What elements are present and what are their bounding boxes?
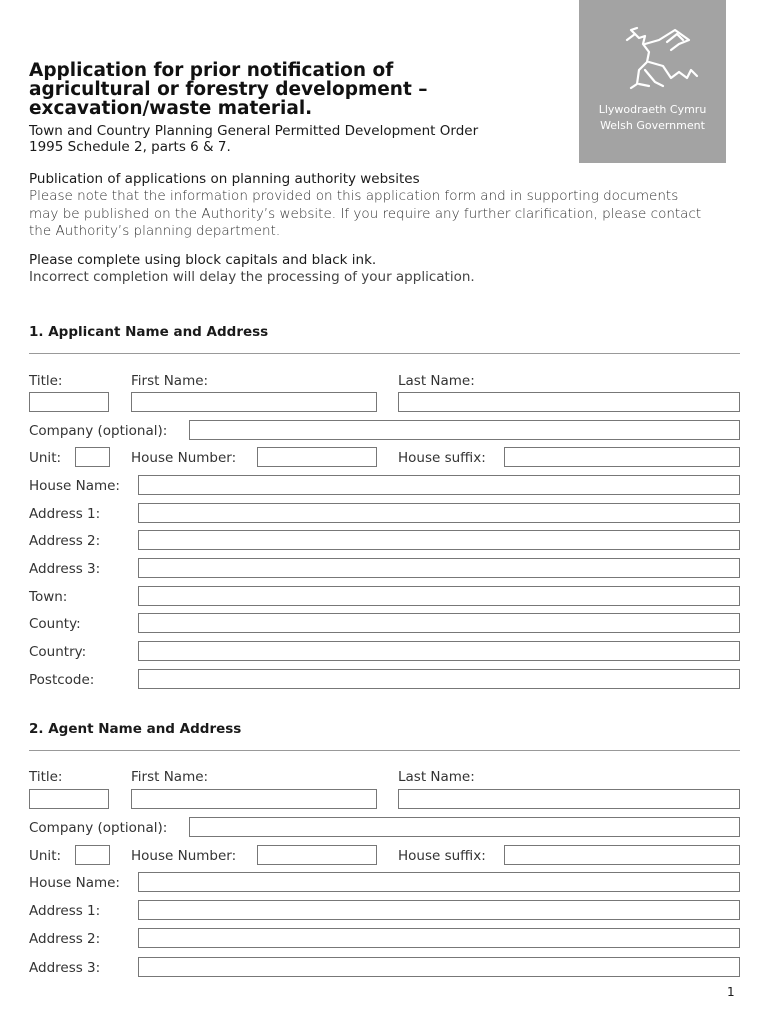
s2-title-label: Title: xyxy=(29,769,63,785)
s2-house-number-label: House Number: xyxy=(131,848,237,864)
s1-house-number-label: House Number: xyxy=(131,450,237,466)
s2-house-name-label: House Name: xyxy=(29,875,120,891)
s1-country-label: Country: xyxy=(29,644,87,660)
form-subtitle: Town and Country Planning General Permitted Development Order 1995 Schedule 2, parts 6 & 7. xyxy=(29,123,479,155)
s2-address1-label: Address 1: xyxy=(29,903,101,919)
s2-company-field[interactable] xyxy=(189,817,740,837)
section-1-divider xyxy=(29,353,740,354)
s2-last-name-field[interactable] xyxy=(398,789,740,809)
s2-address1-field[interactable] xyxy=(138,900,740,920)
dragon-icon xyxy=(579,0,726,100)
s1-house-suffix-field[interactable] xyxy=(504,447,740,467)
s1-county-label: County: xyxy=(29,616,81,632)
welsh-government-logo xyxy=(579,0,726,163)
s2-address2-field[interactable] xyxy=(138,928,740,948)
s1-town-field[interactable] xyxy=(138,586,740,606)
section-1-heading: 1. Applicant Name and Address xyxy=(29,324,269,340)
s1-address3-label: Address 3: xyxy=(29,561,101,577)
s1-postcode-field[interactable] xyxy=(138,669,740,689)
s1-title-field[interactable] xyxy=(29,392,109,412)
s2-house-suffix-label: House suffix: xyxy=(398,848,486,864)
s2-last-name-label: Last Name: xyxy=(398,769,475,785)
instruction-incorrect-completion: Incorrect completion will delay the processing of your application. xyxy=(29,269,475,285)
s1-first-name-field[interactable] xyxy=(131,392,377,412)
s1-company-label: Company (optional): xyxy=(29,423,168,439)
s2-title-field[interactable] xyxy=(29,789,109,809)
s2-address3-field[interactable] xyxy=(138,957,740,977)
section-2-heading: 2. Agent Name and Address xyxy=(29,721,242,737)
s1-town-label: Town: xyxy=(29,589,68,605)
s2-address3-label: Address 3: xyxy=(29,960,101,976)
s1-county-field[interactable] xyxy=(138,613,740,633)
s2-house-suffix-field[interactable] xyxy=(504,845,740,865)
s2-address2-label: Address 2: xyxy=(29,931,101,947)
page-number: 1 xyxy=(727,985,735,999)
s1-house-name-field[interactable] xyxy=(138,475,740,495)
logo-text-welsh: Llywodraeth Cymru xyxy=(598,103,707,116)
section-2-divider xyxy=(29,750,740,751)
form-title: Application for prior notification of agricultural or forestry development – excavation/waste material. xyxy=(29,60,428,119)
s2-house-name-field[interactable] xyxy=(138,872,740,892)
s1-house-name-label: House Name: xyxy=(29,478,120,494)
s1-address1-label: Address 1: xyxy=(29,506,101,522)
s1-address2-label: Address 2: xyxy=(29,533,101,549)
s1-title-label: Title: xyxy=(29,373,63,389)
s2-company-label: Company (optional): xyxy=(29,820,168,836)
s1-country-field[interactable] xyxy=(138,641,740,661)
s1-first-name-label: First Name: xyxy=(131,373,209,389)
s1-postcode-label: Postcode: xyxy=(29,672,95,688)
s2-house-number-field[interactable] xyxy=(257,845,377,865)
s1-address3-field[interactable] xyxy=(138,558,740,578)
s2-first-name-field[interactable] xyxy=(131,789,377,809)
s1-last-name-label: Last Name: xyxy=(398,373,475,389)
s2-first-name-label: First Name: xyxy=(131,769,209,785)
s1-unit-label: Unit: xyxy=(29,450,62,466)
s2-unit-field[interactable] xyxy=(75,845,110,865)
s1-unit-field[interactable] xyxy=(75,447,110,467)
s1-house-suffix-label: House suffix: xyxy=(398,450,486,466)
s1-address1-field[interactable] xyxy=(138,503,740,523)
s1-address2-field[interactable] xyxy=(138,530,740,550)
s1-company-field[interactable] xyxy=(189,420,740,440)
instruction-block-capitals: Please complete using block capitals and black ink. xyxy=(29,252,377,268)
publication-heading: Publication of applications on planning authority websites xyxy=(29,171,420,187)
s2-unit-label: Unit: xyxy=(29,848,62,864)
s1-last-name-field[interactable] xyxy=(398,392,740,412)
publication-text: Please note that the information provided on this application form and in supporting documents may be published on the Authority’s website. If you require any further clarification, please contact the Authority’s planning department. xyxy=(29,188,702,239)
logo-text-english: Welsh Government xyxy=(600,119,705,132)
s1-house-number-field[interactable] xyxy=(257,447,377,467)
